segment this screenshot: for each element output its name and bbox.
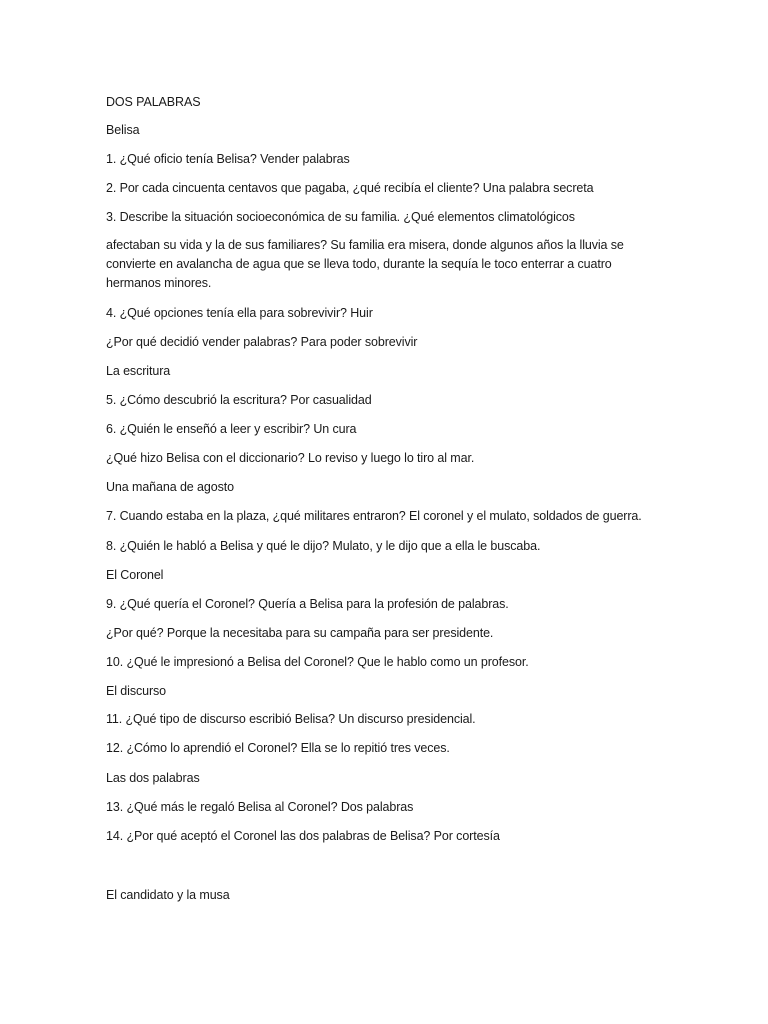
question-7: 7. Cuando estaba en la plaza, ¿qué militares entraron? El coronel y el mulato, soldados de guerra. <box>106 509 642 523</box>
question-4-followup: ¿Por qué decidió vender palabras? Para poder sobrevivir <box>106 335 418 349</box>
question-4: 4. ¿Qué opciones tenía ella para sobrevivir? Huir <box>106 306 373 320</box>
question-14: 14. ¿Por qué aceptó el Coronel las dos palabras de Belisa? Por cortesía <box>106 829 500 843</box>
question-10: 10. ¿Qué le impresionó a Belisa del Coronel? Que le hablo como un profesor. <box>106 655 529 669</box>
question-13: 13. ¿Qué más le regaló Belisa al Coronel? Dos palabras <box>106 800 414 814</box>
question-12: 12. ¿Cómo lo aprendió el Coronel? Ella se lo repitió tres veces. <box>106 741 450 755</box>
question-3: 3. Describe la situación socioeconómica de su familia. ¿Qué elementos climatológicos <box>106 210 575 224</box>
section-heading-el-coronel: El Coronel <box>106 568 164 582</box>
question-9: 9. ¿Qué quería el Coronel? Quería a Belisa para la profesión de palabras. <box>106 597 509 611</box>
question-1: 1. ¿Qué oficio tenía Belisa? Vender palabras <box>106 152 350 166</box>
section-heading-belisa: Belisa <box>106 123 140 137</box>
question-6-followup: ¿Qué hizo Belisa con el diccionario? Lo reviso y luego lo tiro al mar. <box>106 451 475 465</box>
section-heading-el-candidato-y-la-musa: El candidato y la musa <box>106 888 230 902</box>
section-heading-el-discurso: El discurso <box>106 684 167 698</box>
section-heading-una-manana-de-agosto: Una mañana de agosto <box>106 480 234 494</box>
question-5: 5. ¿Cómo descubrió la escritura? Por casualidad <box>106 393 372 407</box>
question-2: 2. Por cada cincuenta centavos que pagaba, ¿qué recibía el cliente? Una palabra secreta <box>106 181 594 195</box>
section-heading-la-escritura: La escritura <box>106 364 171 378</box>
question-8: 8. ¿Quién le habló a Belisa y qué le dijo? Mulato, y le dijo que a ella le buscaba. <box>106 539 541 553</box>
document-title: DOS PALABRAS <box>106 95 201 109</box>
question-6: 6. ¿Quién le enseñó a leer y escribir? Un cura <box>106 422 357 436</box>
question-9-followup: ¿Por qué? Porque la necesitaba para su campaña para ser presidente. <box>106 626 494 640</box>
question-11: 11. ¿Qué tipo de discurso escribió Belisa? Un discurso presidencial. <box>106 712 476 726</box>
section-heading-las-dos-palabras: Las dos palabras <box>106 771 200 785</box>
answer-3-paragraph: afectaban su vida y la de sus familiares? Su familia era misera, donde algunos años la lluvia se convierte en avalancha de agua que se lleva todo, durante la sequía le toco enterrar a cuatro hermanos minores. <box>106 238 624 290</box>
